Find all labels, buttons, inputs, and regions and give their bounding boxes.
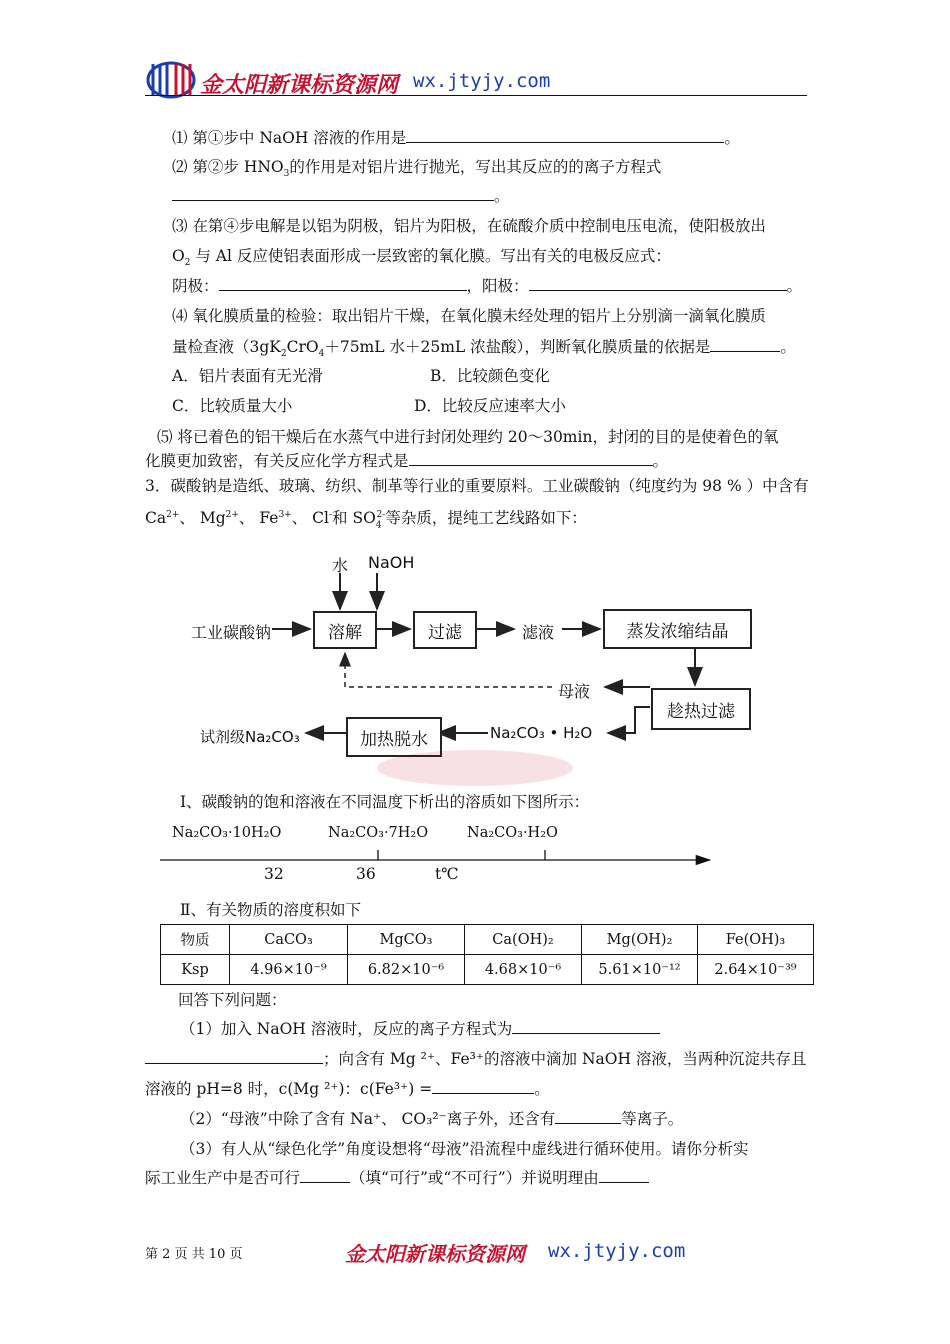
- flow-water-label: 水: [332, 556, 349, 575]
- table-cell: 4.68×10⁻⁶: [465, 955, 582, 985]
- flow-filtrate-label: 滤液: [522, 623, 555, 642]
- q3-answer2: （2）“母液”中除了含有 Na⁺、 CO₃²⁻离子外，还含有 等离子。: [180, 1110, 684, 1128]
- axis-label-decahydrate: Na₂CO₃·10H₂O: [172, 825, 282, 841]
- q3-answer-intro: 回答下列问题：: [178, 991, 287, 1009]
- q2-part4-line2: 量检查液（$3gK_2CrO_4+75mL$ 水＋25mL 浓盐酸），判断氧化膜质量的依据是 。: [172, 338, 796, 360]
- table-header-cell: Ca(OH)₂: [465, 925, 582, 955]
- table-row: [161, 955, 814, 985]
- table-cell: 4.96×10⁻⁹: [230, 955, 348, 985]
- table-header-cell: MgCO₃: [348, 925, 465, 955]
- axis-label-monohydrate: Na₂CO₃·H₂O: [467, 825, 558, 841]
- flow-dissolve-box: 溶解: [313, 611, 377, 649]
- table-header-cell: Fe(OH)₃: [698, 925, 814, 955]
- q2-part2: ⑵ 第②步 $HNO_3$的作用是对铝片进行抛光，写出其反应的的离子方程式: [172, 158, 662, 180]
- q3-intro-line1: 3．碳酸钠是造纸、玻璃、纺织、制革等行业的重要原料。工业碳酸钠（纯度约为 98 % ）中含有: [145, 477, 809, 495]
- table-cell: 2.64×10⁻³⁹: [698, 955, 814, 985]
- q2-part4-line1: ⑷ 氧化膜质量的检验：取出铝片干燥，在氧化膜未经处理的铝片上分别滴一滴氧化膜质: [172, 307, 766, 325]
- q3-part1-title: Ⅰ、碳酸钠的饱和溶液在不同温度下析出的溶质如下图所示：: [180, 793, 590, 811]
- table-header-cell: CaCO₃: [230, 925, 348, 955]
- axis-unit: t℃: [435, 865, 459, 883]
- axis-tick-36: 36: [356, 865, 376, 883]
- site-logo-icon: [145, 58, 197, 100]
- q2-part3-electrodes: 阴极： ，阳极： 。: [172, 277, 803, 295]
- header-url[interactable]: wx.jtyjy.com: [413, 70, 551, 92]
- q2-option-c: C．比较质量大小: [172, 397, 293, 415]
- q3-intro-line2: $Ca^{2+}$、 $Mg^{2+}$、 $Fe^{3+}$、 Cl-和 $SO_4^{2-}$等杂质，提纯工艺线路如下：: [145, 509, 587, 531]
- q2-option-a: A．铝片表面有无光滑: [172, 367, 323, 385]
- q2-option-b: B．比较颜色变化: [430, 367, 550, 385]
- q3-part2-title: Ⅱ、有关物质的溶度积如下: [180, 901, 362, 919]
- q2-part1: ⑴ 第①步中 NaOH 溶液的作用是 。: [172, 129, 740, 147]
- axis-label-heptahydrate: Na₂CO₃·7H₂O: [328, 825, 429, 841]
- table-row-label: Ksp: [161, 955, 230, 985]
- q3-answer1-line3: 溶液的 pH=8 时，c(Mg ²⁺)：c(Fe³⁺) = 。: [145, 1080, 550, 1098]
- ksp-table: [160, 924, 814, 985]
- q2-part5-line1: ⑸ 将已着色的铝干燥后在水蒸气中进行封闭处理约 20～30min，封闭的目的是使着色的氧: [157, 428, 779, 446]
- flow-monohydrate-label: Na₂CO₃ • H₂O: [490, 724, 593, 742]
- q2-part2-answer: 。: [172, 186, 510, 206]
- header-rule: [145, 95, 807, 96]
- table-cell: 6.82×10⁻⁶: [348, 955, 465, 985]
- table-header-row: [161, 925, 814, 955]
- flow-hot-filter-box: 趁热过滤: [651, 688, 751, 730]
- table-header-cell: Mg(OH)₂: [582, 925, 698, 955]
- flow-evaporate-box: 蒸发浓缩结晶: [603, 609, 752, 649]
- q3-answer1-line1: （1）加入 NaOH 溶液时，反应的离子方程式为: [180, 1019, 660, 1039]
- axis-tick-32: 32: [264, 865, 284, 883]
- flow-filter-box: 过滤: [413, 611, 477, 649]
- flow-mother-liquor-label: 母液: [558, 682, 591, 701]
- table-cell: 5.61×10⁻¹²: [582, 955, 698, 985]
- flow-product-label: 试剂级Na₂CO₃: [200, 728, 300, 746]
- q3-answer3-line2: 际工业生产中是否可行 （填“可行”或“不可行”）并说明理由: [145, 1168, 649, 1188]
- footer-site-name: 金太阳新课标资源网: [345, 1242, 525, 1266]
- flow-dehydrate-box: 加热脱水: [346, 717, 442, 757]
- q3-answer1-line2: ；向含有 Mg ²⁺、Fe³⁺的溶液中滴加 NaOH 溶液，当两种沉淀共存且: [145, 1049, 806, 1069]
- watermark-logo: [375, 748, 575, 788]
- flow-naoh-label: NaOH: [368, 553, 415, 572]
- q2-part3-line2: $O_2$ 与 Al 反应使铝表面形成一层致密的氧化膜。写出有关的电极反应式：: [172, 247, 671, 269]
- footer-page-info: 第 2 页 共 10 页: [145, 1247, 243, 1262]
- table-header-cell: 物质: [161, 925, 230, 955]
- q3-answer3-line1: （3）有人从“绿色化学”角度设想将“母液”沿流程中虚线进行循环使用。请你分析实: [180, 1140, 749, 1158]
- q2-part3-line1: ⑶ 在第④步电解是以铝为阴极，铝片为阳极，在硫酸介质中控制电压电流，使阳极放出: [172, 217, 766, 235]
- header-site-name: 金太阳新课标资源网: [200, 73, 399, 98]
- q2-part5-line2: 化膜更加致密，有关反应化学方程式是 。: [145, 452, 669, 470]
- q2-option-d: D．比较反应速率大小: [414, 397, 566, 415]
- flow-input-label: 工业碳酸钠: [191, 623, 272, 642]
- footer-url[interactable]: wx.jtyjy.com: [548, 1240, 686, 1262]
